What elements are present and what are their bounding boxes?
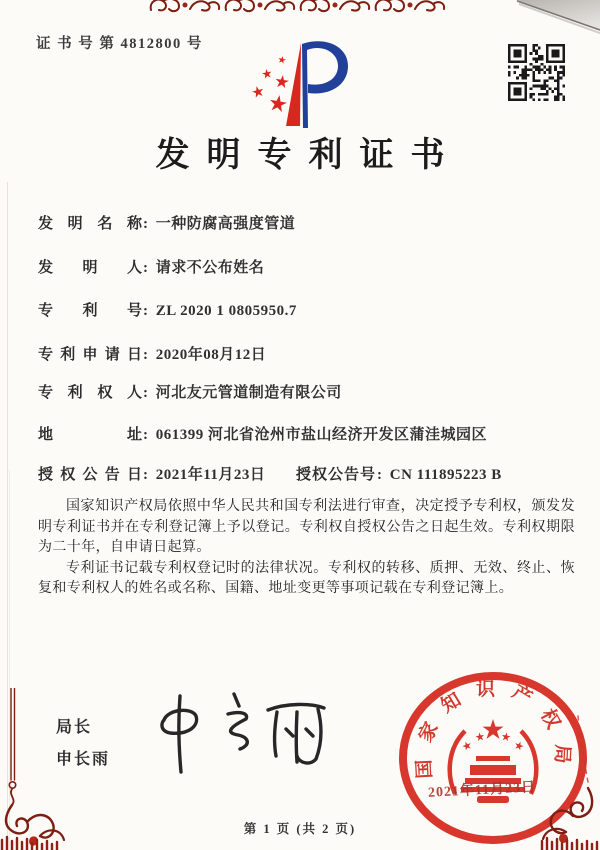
- legal-paragraph-2: 专利证书记载专利权登记时的法律状况。专利权的转移、质押、无效、终止、恢复和专利权人的姓名或名称、国籍、地址变更等事项记载在专利登记簿上。: [38, 560, 575, 596]
- field-value: 河北友元管道制造有限公司: [155, 385, 342, 401]
- signatory-name: 申长雨: [56, 751, 111, 768]
- legal-paragraph-1: 国家知识产权局依照中华人民共和国专利法进行审查，决定授予专利权，颁发发明专利证书并在专利登记簿上予以登记。专利权自授权公告之日起生效。专利权期限为二十年，自申请日起算。: [38, 499, 575, 555]
- field-grant-date: 授权公告日: 2021年11月23日: [38, 463, 265, 484]
- field-label: 授权公告号: [296, 467, 377, 483]
- field-value: 2021年11月23日: [155, 467, 266, 483]
- field-inventor: 发明人: 请求不公布姓名: [38, 256, 264, 277]
- legal-text: [38, 497, 575, 600]
- field-value: CN 111895223 B: [389, 467, 502, 483]
- field-value: 一种防腐高强度管道: [155, 216, 296, 232]
- field-label: 专利号: [38, 303, 142, 319]
- field-address: 地址: 061399 河北省沧州市盐山经济开发区蒲洼城园区: [38, 423, 487, 444]
- field-value: 请求不公布姓名: [155, 260, 265, 276]
- field-label: 专利权人: [38, 385, 142, 401]
- field-invention-name: 发明名称: 一种防腐高强度管道: [38, 212, 295, 233]
- page-number: 第 1 页 (共 2 页): [243, 822, 357, 836]
- field-patentee: 专利权人: 河北友元管道制造有限公司: [38, 381, 342, 402]
- field-value: 061399 河北省沧州市盐山经济开发区蒲洼城园区: [155, 427, 488, 443]
- seal-date: 2021年11月23日: [427, 780, 537, 801]
- field-filing-date: 专利申请日: 2020年08月12日: [38, 343, 266, 364]
- field-label: 专利申请日: [38, 347, 142, 363]
- field-value: ZL 2020 1 0805950.7: [155, 303, 297, 319]
- cnipa-logo-icon: [245, 36, 360, 132]
- field-patent-number: 专利号: ZL 2020 1 0805950.7: [38, 299, 297, 320]
- top-border-ornament: [148, 0, 448, 14]
- field-grant-number: 授权公告号: CN 111895223 B: [296, 467, 502, 483]
- signature-icon: [150, 682, 340, 782]
- certificate-number: 证 书 号 第 4812800 号: [36, 36, 203, 52]
- signatory-title: 局长: [56, 719, 93, 736]
- certificate-title: 发明专利证书: [155, 137, 462, 174]
- field-label: 发明名称: [38, 216, 142, 232]
- qr-code: [508, 44, 565, 101]
- field-value: 2020年08月12日: [155, 347, 267, 363]
- field-label: 授权公告日: [38, 467, 142, 483]
- field-label: 发明人: [38, 260, 142, 276]
- field-label: 地址: [38, 427, 142, 443]
- seal-agency-text: 国家知识产权局: [413, 679, 573, 780]
